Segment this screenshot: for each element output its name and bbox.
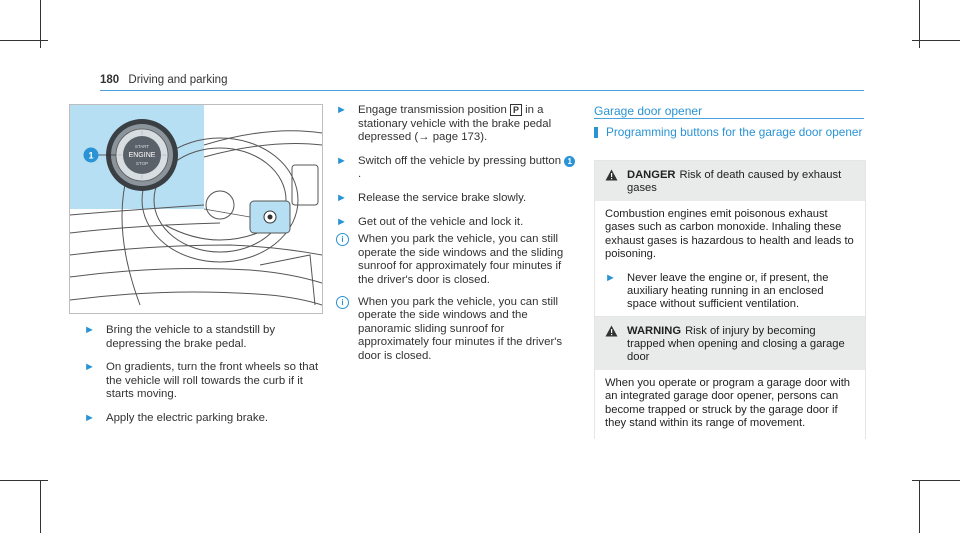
danger-header bbox=[595, 161, 865, 201]
danger-label: DANGER bbox=[627, 169, 676, 181]
warning-triangle-icon bbox=[605, 169, 618, 181]
dashboard-drawing bbox=[70, 105, 322, 313]
arrow-icon: ► bbox=[84, 324, 95, 336]
arrow-icon: ► bbox=[605, 271, 616, 284]
subsection-title: Programming buttons for the garage door opener bbox=[606, 125, 863, 139]
info-note: i When you park the vehicle, you can still operate the side windows and the sliding sunroof for approximately four minutes if the driver's door is closed. bbox=[336, 233, 576, 287]
transmission-p-icon: P bbox=[510, 104, 522, 116]
crop-mark bbox=[0, 40, 48, 41]
crop-mark bbox=[912, 480, 960, 481]
section-rule bbox=[594, 118, 864, 119]
info-note: i When you park the vehicle, you can still operate the side windows and the panoramic sliding sunroof for approximately four minutes if the driver's door is closed. bbox=[336, 296, 576, 364]
warning-heading: Risk of injury by becoming trapped when opening and closing a garage door bbox=[627, 325, 845, 363]
section-title: Garage door opener bbox=[594, 104, 703, 118]
list-item: ► Engage transmission position P in a stationary vehicle with the brake pedal depressed (→ page 173). bbox=[336, 104, 552, 144]
page-header bbox=[100, 74, 227, 86]
arrow-icon: ► bbox=[336, 154, 347, 167]
info-icon: i bbox=[336, 233, 349, 246]
danger-body: Combustion engines emit poisonous exhaust gases such as carbon monoxide. Inhaling these exhaust gases is hazardous to health and leads to poisoning. ► Never leave the engine or, if present, the auxiliary heating running in an enclosed space without sufficient ventilation. bbox=[605, 208, 854, 311]
danger-box bbox=[594, 160, 866, 323]
arrow-icon: ► bbox=[336, 104, 347, 116]
crop-mark bbox=[0, 480, 48, 481]
page-number: 180 bbox=[100, 74, 120, 86]
info-icon: i bbox=[336, 296, 349, 309]
middle-steps bbox=[336, 104, 576, 372]
button-label-engine: ENGINE bbox=[128, 152, 156, 159]
header-rule bbox=[100, 90, 864, 91]
button-label-stop: STOP bbox=[135, 161, 149, 166]
warning-box bbox=[594, 316, 866, 439]
crop-mark bbox=[912, 40, 960, 41]
crop-mark bbox=[40, 480, 41, 533]
button-number-badge: 1 bbox=[564, 156, 575, 167]
button-label-start: START bbox=[134, 144, 150, 149]
list-item: ► Never leave the engine or, if present, the auxiliary heating running in an enclosed space without sufficient ventilation. bbox=[605, 271, 829, 311]
list-item: ► Switch off the vehicle by pressing button 1. bbox=[336, 155, 576, 182]
arrow-icon: ► bbox=[84, 361, 95, 374]
list-item: ► Get out of the vehicle and lock it. bbox=[336, 215, 524, 228]
callout-number: 1 bbox=[88, 150, 94, 161]
warning-header bbox=[595, 317, 865, 370]
danger-heading: Risk of death caused by exhaust gases bbox=[627, 169, 842, 194]
list-item: ► Apply the electric parking brake. bbox=[84, 411, 269, 424]
warning-triangle-icon bbox=[605, 325, 618, 337]
list-item: ► On gradients, turn the front wheels so that the vehicle will roll towards the curb if it starts moving. bbox=[84, 361, 319, 401]
list-item: ► Release the service brake slowly. bbox=[336, 191, 527, 204]
warning-label: WARNING bbox=[627, 325, 682, 337]
dashboard-illustration bbox=[69, 104, 323, 314]
arrow-icon: ► bbox=[336, 191, 347, 204]
warning-body: When you operate or program a garage door with an integrated garage door opener, persons can become trapped or struck by the garage door if they stand within its range of movement. bbox=[605, 377, 851, 430]
crop-mark bbox=[919, 480, 920, 533]
arrow-icon: ► bbox=[84, 411, 95, 424]
left-steps bbox=[84, 324, 324, 436]
section-name: Driving and parking bbox=[128, 74, 228, 86]
arrow-icon: ► bbox=[336, 215, 347, 228]
list-item: ► Bring the vehicle to a standstill by depressing the brake pedal. bbox=[84, 324, 276, 350]
